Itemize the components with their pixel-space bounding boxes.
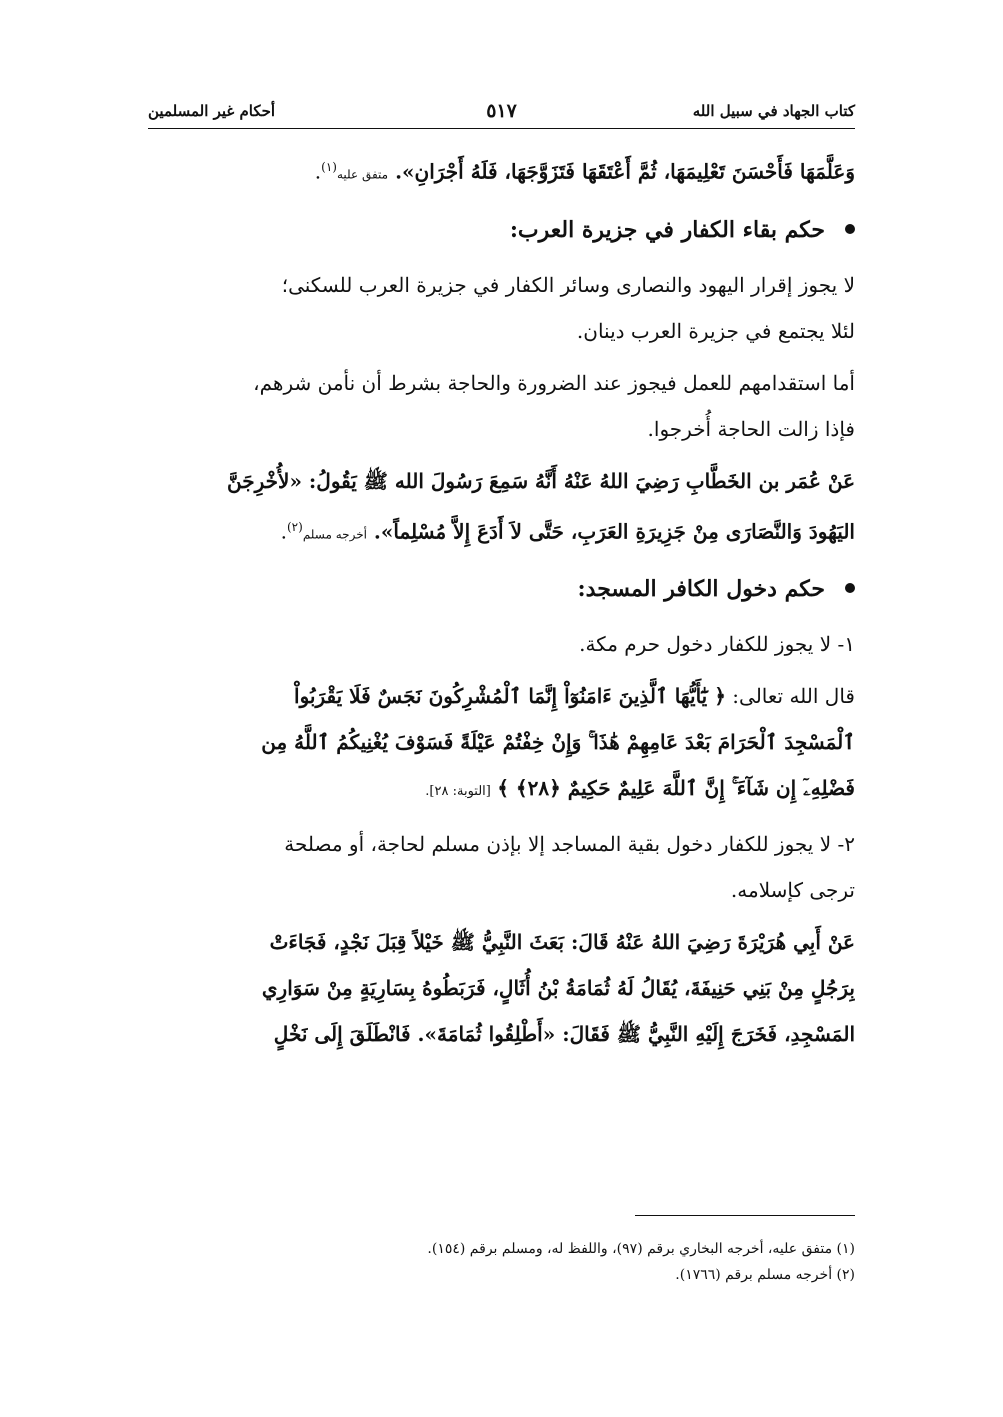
paragraph-line: لا يجوز إقرار اليهود والنصارى وسائر الكفار في جزيرة العرب للسكنى؛ <box>281 272 855 297</box>
footnote-divider <box>635 1215 855 1216</box>
hadith-paragraph <box>148 458 855 558</box>
quran-line <box>148 673 855 719</box>
hadith-line: عَنْ أَبِي هُرَيْرَةَ رَضِيَ اللهُ عَنْهُ قَالَ: بَعَثَ النَّبِيُّ ﷺ خَيْلاً قِبَلَ نَجْدٍ، فَجَاءَتْ <box>269 930 855 955</box>
footnote-ref: (١) <box>321 160 337 174</box>
bullet-icon <box>845 583 855 593</box>
footnote: (١) متفق عليه، أخرجه البخاري برقم (٩٧)، واللفظ له، ومسلم برقم (١٥٤). <box>427 1241 855 1257</box>
header-divider <box>148 128 855 129</box>
hadith-line: المَسْجِدِ، فَخَرَجَ إِلَيْهِ النَّبِيُّ ﷺ فَقَالَ: «أَطْلِقُوا ثُمَامَةَ». فَانْطَلَقَ إِلَى نَخْلٍ <box>273 1022 855 1047</box>
heading-text: حكم دخول الكافر المسجد: <box>577 576 825 603</box>
page-number: ٥١٧ <box>486 100 517 122</box>
quran-line: ٱلْمَسْجِدَ ٱلْحَرَامَ بَعْدَ عَامِهِمْ هَٰذَا ۚ وَإِنْ خِفْتُمْ عَيْلَةً فَسَوْفَ يُغْنِيكُمُ ٱللَّهُ مِن <box>261 730 855 755</box>
footnote-ref: (٢) <box>286 519 303 534</box>
heading-text: حكم بقاء الكفار في جزيرة العرب: <box>509 216 825 243</box>
sentence-end: . <box>280 519 287 544</box>
hadith-text: وَعَلَّمَهَا فَأَحْسَنَ تَعْلِيمَهَا، ثُمَّ أَعْتَقَهَا فَتَزَوَّجَهَا، فَلَهُ أَجْرَانِ». <box>395 159 855 184</box>
quran-text: فَضْلِهِۦٓ إِن شَآءَ ۚ إِنَّ ٱللَّهَ عَلِيمٌ حَكِيمٌ ﴿٢٨﴾ ﴾ <box>497 776 855 801</box>
verse-reference: [التوبة: ٢٨]. <box>425 784 491 800</box>
section-heading <box>148 563 855 615</box>
source-note: متفق عليه <box>336 167 389 182</box>
paragraph-line: أما استقدامهم للعمل فيجوز عند الضرورة والحاجة بشرط أن نأمن شرهم، <box>253 370 855 395</box>
quran-intro: قال الله تعالى: <box>732 684 855 709</box>
paragraph-line: ترجى كإسلامه. <box>730 878 855 903</box>
paragraph <box>148 360 855 452</box>
section-title: أحكام غير المسلمين <box>148 102 276 120</box>
paragraph-line: لئلا يجتمع في جزيرة العرب دينان. <box>576 318 855 343</box>
paragraph-line: فإذا زالت الحاجة أُخرجوا. <box>647 416 855 441</box>
paragraph <box>148 262 855 354</box>
sentence-end: . <box>314 159 322 184</box>
list-item <box>148 821 855 913</box>
list-item: ١- لا يجوز للكفار دخول حرم مكة. <box>579 632 855 657</box>
book-title: كتاب الجهاد في سبيل الله <box>692 102 855 120</box>
bullet-icon <box>845 224 855 234</box>
section-heading <box>148 204 855 256</box>
hadith-text: اليَهُودَ وَالنَّصَارَى مِنْ جَزِيرَةِ العَرَبِ، حَتَّى لاَ أَدَعَ إِلاَّ مُسْلِماً». <box>373 519 855 544</box>
hadith-line <box>148 504 855 558</box>
quran-paragraph <box>148 673 855 815</box>
footnotes <box>148 1236 855 1288</box>
hadith-line: عَنْ عُمَر بن الخَطَّابِ رَضِيَ اللهُ عَنْهُ أَنَّهُ سَمِعَ رَسُولَ الله ﷺ يَقُولُ: «لأُخْرِجَنَّ <box>227 468 855 493</box>
quran-line <box>148 765 855 815</box>
hadith-line: بِرَجُلٍ مِنْ بَنِي حَنِيفَةَ، يُقَالُ لَهُ ثُمَامَةُ بْنُ أُثَالٍ، فَرَبَطُوهُ بِسَارِيَةٍ مِنْ سَوَارِي <box>261 976 855 1001</box>
quran-text: ﴿ يَٰٓأَيُّهَا ٱلَّذِينَ ءَامَنُوٓاْ إِنَّمَا ٱلْمُشْرِكُونَ نَجَسٌ فَلَا يَقْرَبُواْ <box>294 684 726 709</box>
paragraph-line: ٢- لا يجوز للكفار دخول بقية المساجد إلا بإذن مسلم لحاجة، أو مصلحة <box>284 832 855 857</box>
footnote: (٢) أخرجه مسلم برقم (١٧٦٦). <box>675 1267 855 1283</box>
main-content <box>148 140 855 1057</box>
source-note: أخرجه مسلم <box>302 527 367 542</box>
hadith-paragraph <box>148 919 855 1057</box>
page-header <box>148 100 855 130</box>
hadith-continuation <box>148 144 855 198</box>
